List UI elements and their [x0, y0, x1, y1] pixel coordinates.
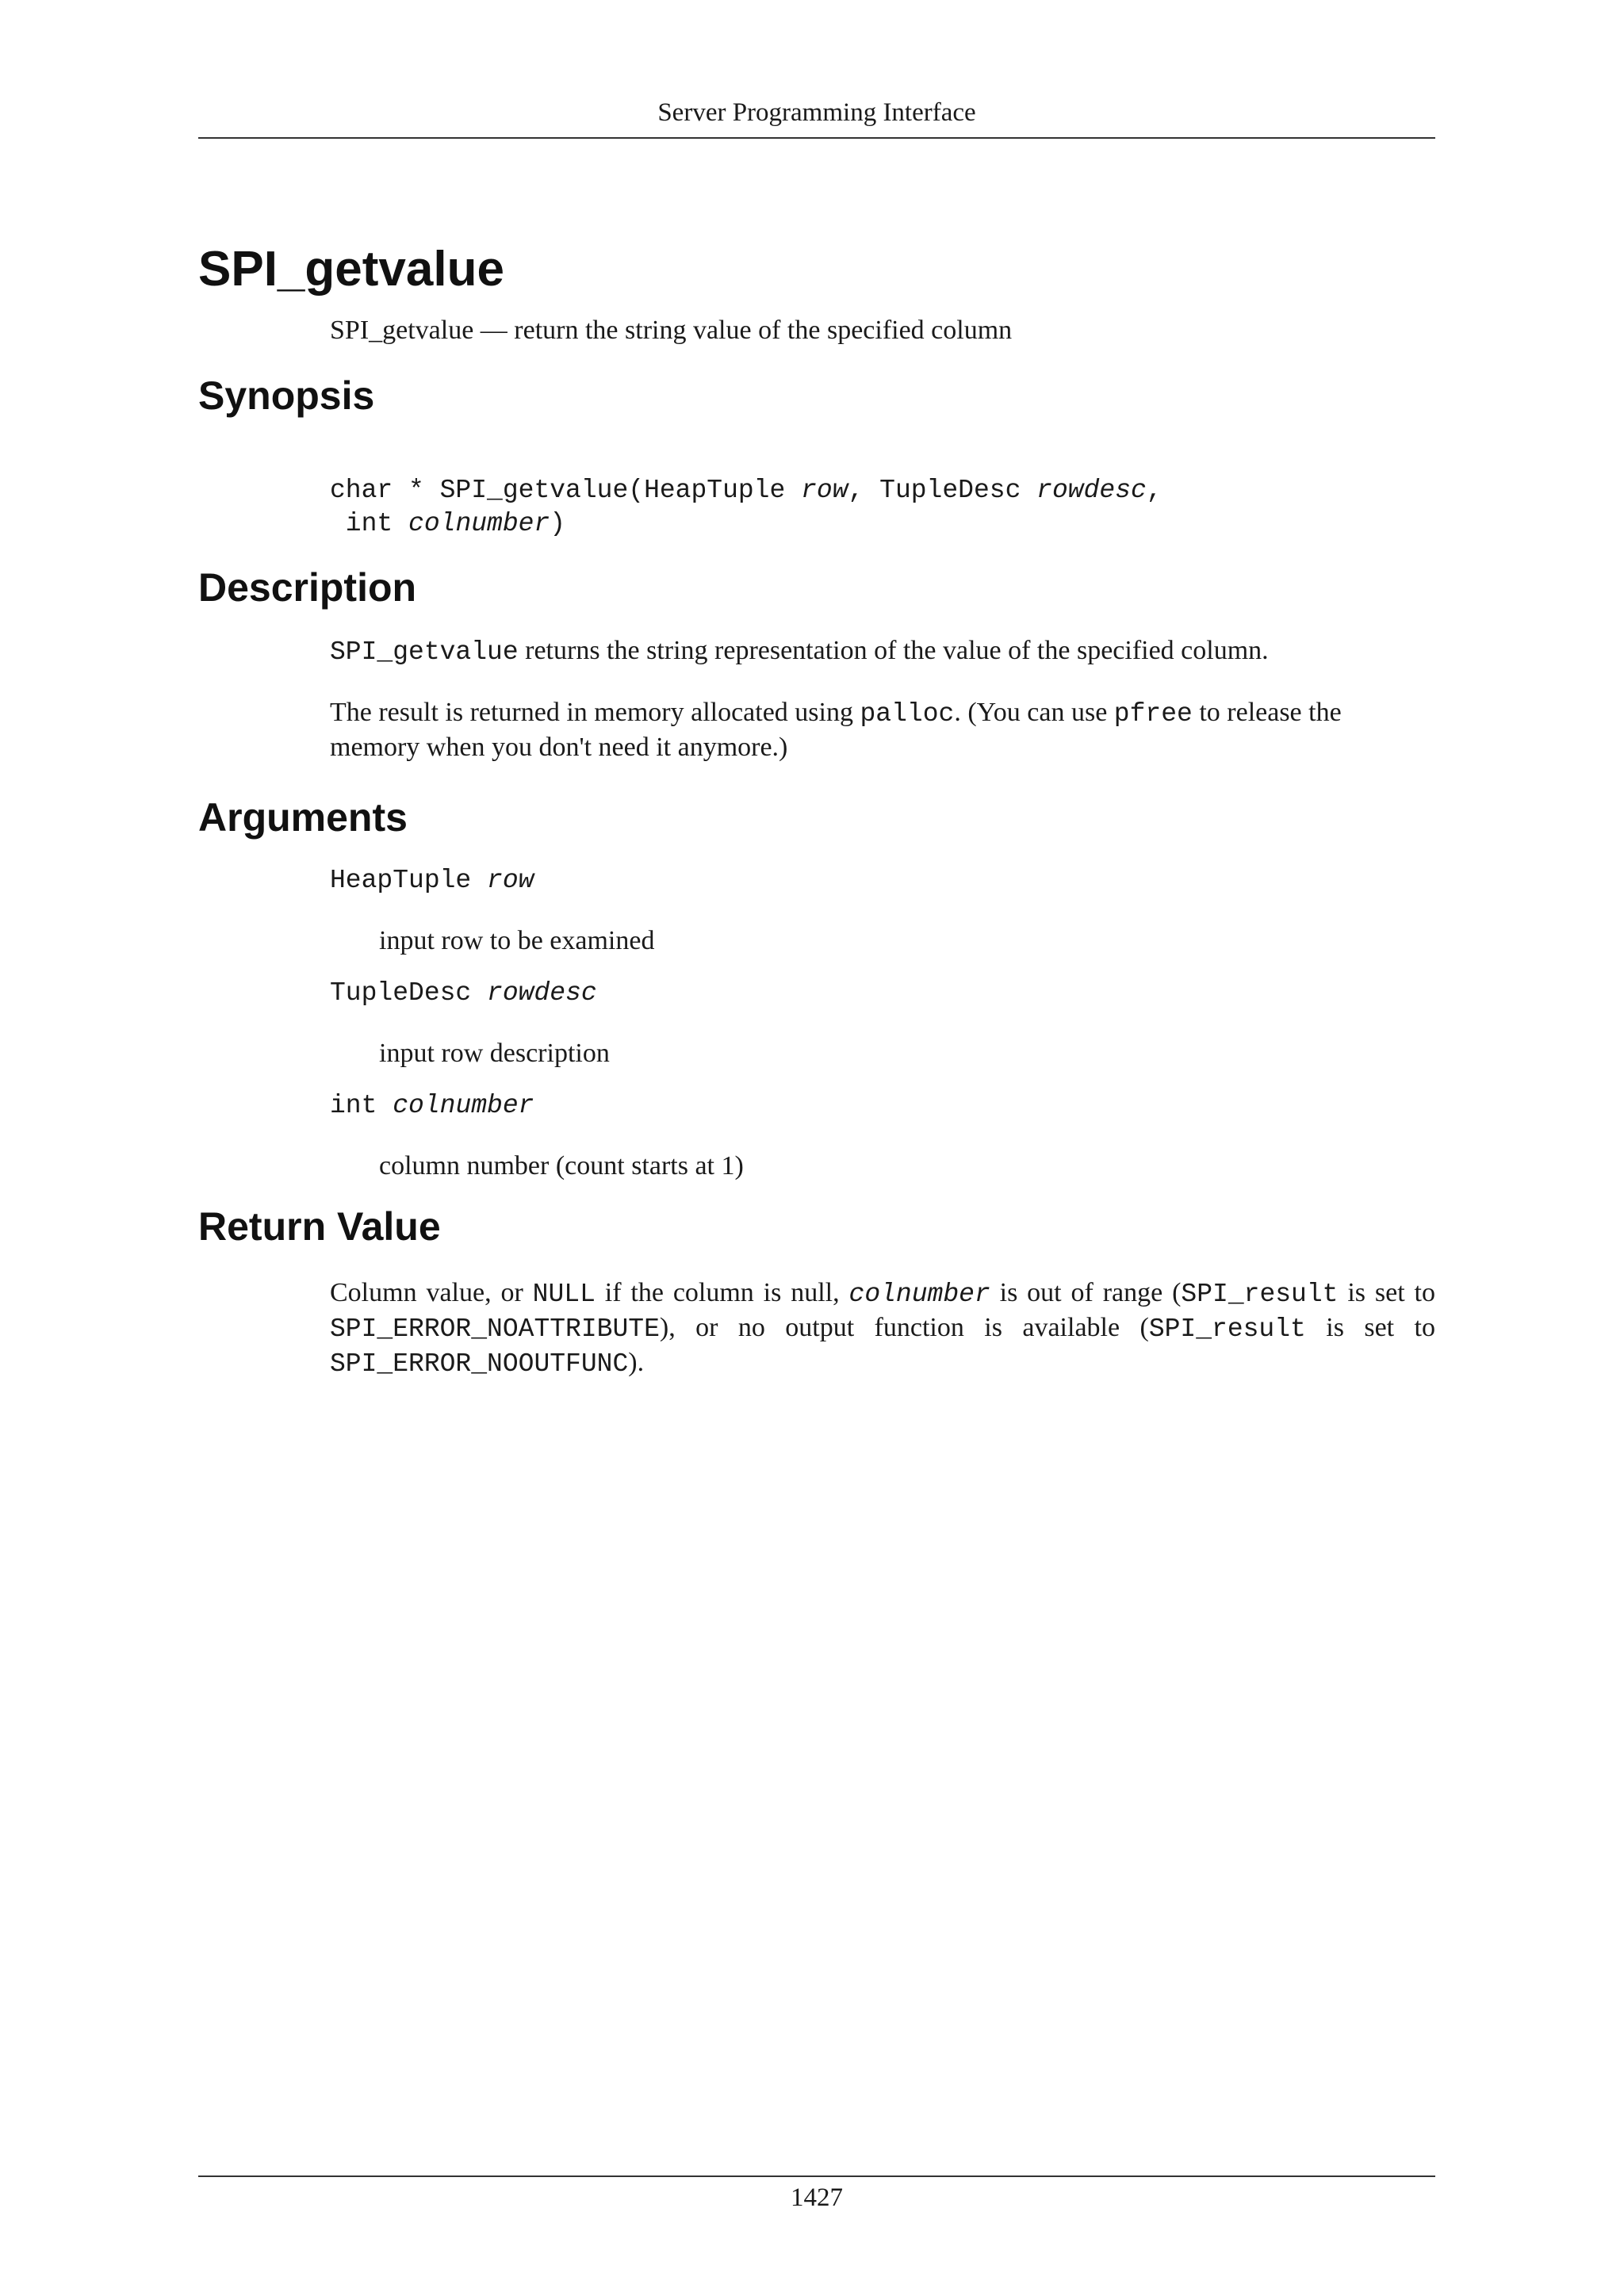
synopsis-text: int	[330, 509, 409, 538]
argument-term	[330, 864, 1435, 897]
return-text: Column value, or	[330, 1278, 533, 1307]
return-text: is set to	[1338, 1278, 1435, 1307]
description-paragraph-2	[330, 696, 1435, 764]
argument-name: colnumber	[393, 1091, 534, 1120]
header-rule	[198, 137, 1435, 139]
page-number: 1427	[791, 2183, 843, 2212]
null-code: NULL	[532, 1280, 596, 1309]
return-text: is out of range (	[990, 1278, 1182, 1307]
return-text: ).	[628, 1348, 645, 1377]
synopsis-text: char * SPI_getvalue(HeapTuple	[330, 476, 802, 505]
spi-error-noattribute-code: SPI_ERROR_NOATTRIBUTE	[330, 1314, 660, 1344]
argument-type: TupleDesc	[330, 978, 472, 1008]
arguments-list	[330, 864, 1435, 1183]
return-text: is set to	[1305, 1313, 1435, 1342]
spi-result-code: SPI_result	[1148, 1314, 1306, 1344]
colnumber-param: colnumber	[848, 1280, 990, 1309]
return-value-heading: Return Value	[198, 1204, 441, 1249]
description-paragraph-1	[330, 634, 1435, 669]
synopsis-line-1	[330, 474, 1435, 507]
arguments-heading: Arguments	[198, 795, 408, 840]
palloc-code: palloc	[860, 699, 955, 729]
argument-term	[330, 1089, 1435, 1123]
spi-error-nooutfunc-code: SPI_ERROR_NOOUTFUNC	[330, 1349, 629, 1379]
pfree-code: pfree	[1113, 699, 1193, 729]
synopsis-heading: Synopsis	[198, 373, 375, 418]
refname-line: SPI_getvalue — return the string value of the specified column	[330, 316, 1013, 345]
page-content	[198, 236, 1435, 1381]
argument-description: input row description	[379, 1039, 610, 1068]
argument-type: int	[330, 1091, 377, 1120]
return-text: if the column is null,	[595, 1278, 849, 1307]
synopsis-param-rowdesc: rowdesc	[1036, 476, 1147, 505]
synopsis-text: , TupleDesc	[848, 476, 1037, 505]
description-text: to release the memory when you don't need it anymore.)	[330, 698, 1342, 762]
return-value-paragraph	[330, 1276, 1435, 1381]
page-title: SPI_getvalue	[198, 242, 504, 297]
argument-name: row	[487, 866, 534, 895]
argument-description: input row to be examined	[379, 926, 655, 955]
synopsis-text: ,	[1146, 476, 1162, 505]
description-text: The result is returned in memory allocated using	[330, 698, 860, 727]
synopsis-param-colnumber: colnumber	[408, 509, 550, 538]
argument-term	[330, 977, 1435, 1010]
function-name-code: SPI_getvalue	[330, 637, 519, 667]
spi-result-code: SPI_result	[1181, 1280, 1339, 1309]
description-text: . (You can use	[954, 698, 1114, 727]
synopsis-text: )	[550, 509, 566, 538]
running-header: Server Programming Interface	[657, 98, 976, 127]
synopsis-code-block	[330, 474, 1435, 541]
argument-type: HeapTuple	[330, 866, 472, 895]
argument-description: column number (count starts at 1)	[379, 1151, 744, 1181]
description-heading: Description	[198, 565, 417, 610]
synopsis-line-2	[330, 507, 1435, 541]
return-text: ), or no output function is available (	[659, 1313, 1149, 1342]
description-text: returns the string representation of the value of the specified column.	[518, 636, 1269, 665]
synopsis-param-row: row	[801, 476, 848, 505]
argument-name: rowdesc	[487, 978, 597, 1008]
